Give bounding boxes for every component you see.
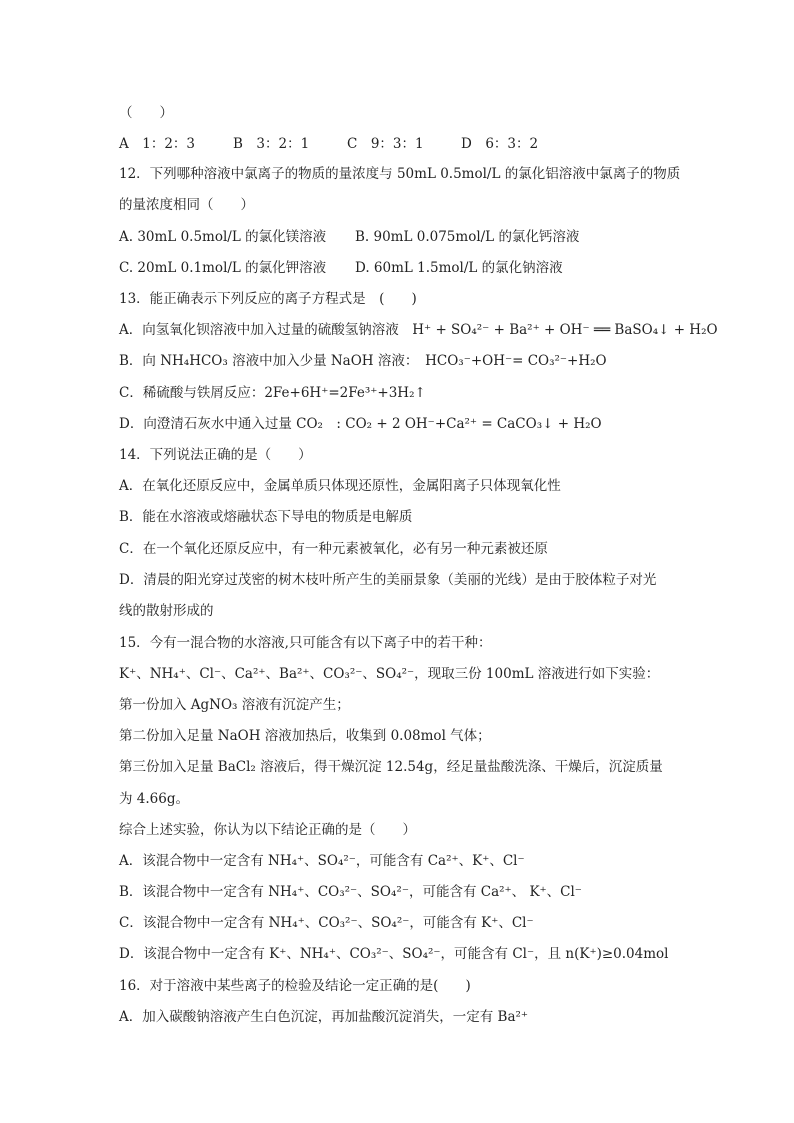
q12-options-row2	[119, 258, 563, 278]
q11-option-b: B 3：2：1	[233, 136, 310, 152]
q15-option-a: A．该混合物中一定含有 NH₄⁺、SO₄²⁻，可能含有 Ca²⁺、K⁺、Cl⁻	[119, 853, 525, 869]
q12-option-c: C. 20mL 0.1mol/L 的氯化钾溶液	[119, 260, 327, 276]
q13-option-c: C．稀硫酸与铁屑反应：2Fe+6H⁺=2Fe³⁺+3H₂↑	[119, 385, 426, 401]
q14-option-d-line2: 线的散射形成的	[119, 603, 214, 619]
q11-options	[119, 134, 538, 154]
q13-option-b: B．向 NH₄HCO₃ 溶液中加入少量 NaOH 溶液： HCO₃⁻+OH⁻= CO₃²⁻+H₂O	[119, 353, 607, 369]
q15-experiment-1: 第一份加入 AgNO₃ 溶液有沉淀产生；	[119, 697, 350, 713]
q16-option-a: A．加入碳酸钠溶液产生白色沉淀，再加盐酸沉淀消失，一定有 Ba²⁺	[119, 1009, 529, 1025]
q14-stem: 14．下列说法正确的是（ ）	[119, 447, 312, 463]
q11-option-c: C 9：3：1	[347, 136, 424, 152]
q12-stem-line1: 12．下列哪种溶液中氯离子的物质的量浓度与 50mL 0.5mol/L 的氯化铝溶液中氯离子的物质	[119, 166, 681, 182]
q14-option-b: B．能在水溶液或熔融状态下导电的物质是电解质	[119, 509, 413, 525]
q11-option-a: A 1：2：3	[119, 136, 196, 152]
q15-experiment-3-line1: 第三份加入足量 BaCl₂ 溶液后，得干燥沉淀 12.54g，经足量盐酸洗涤、干燥后，沉淀质量	[119, 759, 663, 775]
q15-experiment-2: 第二份加入足量 NaOH 溶液加热后，收集到 0.08mol 气体；	[119, 728, 491, 744]
q11-option-d: D 6：3：2	[461, 136, 539, 152]
q15-option-b: B．该混合物中一定含有 NH₄⁺、CO₃²⁻、SO₄²⁻，可能含有 Ca²⁺、 K⁺、Cl⁻	[119, 884, 582, 900]
q15-experiment-3-line2: 为 4.66g。	[119, 791, 189, 807]
q14-option-d-line1: D．清晨的阳光穿过茂密的树木枝叶所产生的美丽景象（美丽的光线）是由于胶体粒子对光	[119, 572, 657, 588]
q13-option-d: D．向澄清石灰水中通入过量 CO₂ : CO₂ + 2 OH⁻+Ca²⁺ = CaCO₃↓ + H₂O	[119, 416, 602, 432]
q15-stem: 15．今有一混合物的水溶液,只可能含有以下离子中的若干种：	[119, 635, 492, 651]
q13-option-a: A．向氢氧化钡溶液中加入过量的硫酸氢钠溶液 H⁺ + SO₄²⁻ + Ba²⁺ + OH⁻ ══ BaSO₄↓ + H₂O	[119, 322, 718, 338]
q12-options-row1	[119, 227, 579, 247]
q12-option-a: A. 30mL 0.5mol/L 的氯化镁溶液	[119, 229, 327, 245]
q12-stem-line2: 的量浓度相同（ ）	[119, 197, 254, 213]
q15-option-d: D．该混合物中一定含有 K⁺、NH₄⁺、CO₃²⁻、SO₄²⁻，可能含有 Cl⁻，且 n(K⁺)≥0.04mol	[119, 946, 669, 962]
q15-question: 综合上述实验，你认为以下结论正确的是（ ）	[119, 822, 416, 838]
q15-option-c: C．该混合物中一定含有 NH₄⁺、CO₃²⁻、SO₄²⁻，可能含有 K⁺、Cl⁻	[119, 915, 534, 931]
answer-bracket: （ ）	[119, 105, 173, 121]
q16-stem: 16．对于溶液中某些离子的检验及结论一定正确的是( )	[119, 978, 471, 994]
q14-option-a: A．在氧化还原反应中，金属单质只体现还原性，金属阳离子只体现氧化性	[119, 478, 561, 494]
q12-option-d: D. 60mL 1.5mol/L 的氯化钠溶液	[355, 260, 563, 276]
q12-option-b: B. 90mL 0.075mol/L 的氯化钙溶液	[355, 229, 580, 245]
q14-option-c: C．在一个氧化还原反应中，有一种元素被氧化，必有另一种元素被还原	[119, 541, 548, 557]
q13-stem: 13．能正确表示下列反应的离子方程式是 ( )	[119, 291, 417, 307]
q15-ion-list: K⁺、NH₄⁺、Cl⁻、Ca²⁺、Ba²⁺、CO₃²⁻、SO₄²⁻，现取三份 100mL 溶液进行如下实验：	[119, 666, 660, 682]
